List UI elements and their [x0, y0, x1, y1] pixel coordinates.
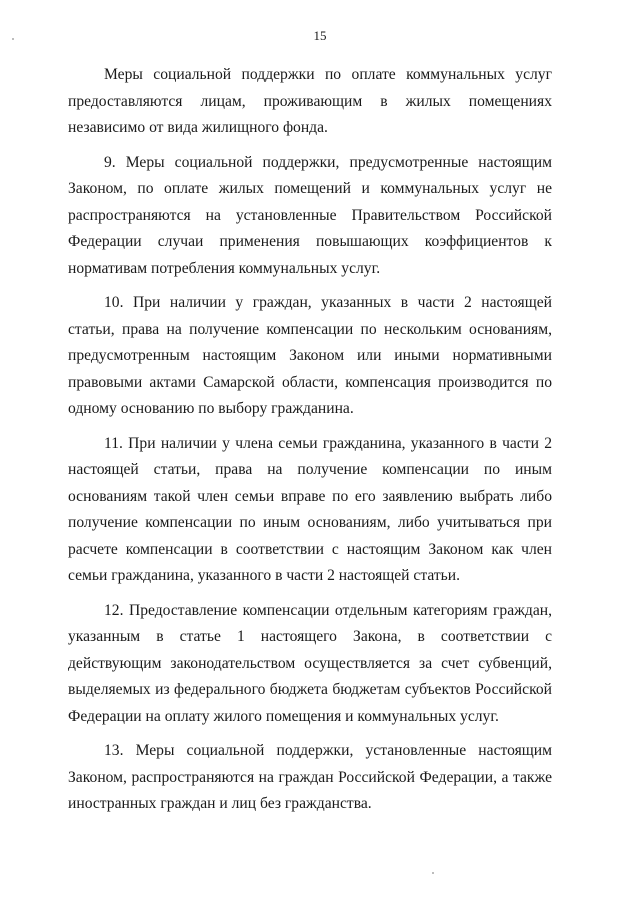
scan-speck	[12, 38, 14, 40]
paragraph-11: 11. При наличии у члена семьи гражданина, указанного в части 2 настоящей статьи, права на получение компенсации по иным основаниям такой член семьи вправе по его заявлению выбрать либо получение компенсации по иным основаниям, либо учитываться при расчете компенсации в соответствии с настоящим Законом как член семьи гражданина, указанного в части 2 настоящей статьи.	[68, 434, 552, 584]
paragraph-10: 10. При наличии у граждан, указанных в части 2 настоящей статьи, права на получение компенсации по нескольким основаниям, предусмотренным настоящим Законом или иными нормативными правовыми актами Самарской области, компенсация производится по одному основанию по выбору гражданина.	[68, 294, 552, 417]
paragraph-9: 9. Меры социальной поддержки, предусмотренные настоящим Законом, по оплате жилых помещений и коммунальных услуг не распространяются на установленные Правительством Российской Федерации случаи применения повышающих коэффициентов к нормативам потребления коммунальных услуг.	[68, 153, 552, 277]
document-body	[68, 62, 552, 826]
page-number: 15	[313, 28, 327, 43]
paragraph-13: 13. Меры социальной поддержки, установленные настоящим Законом, распространяются на граждан Российской Федерации, а также иностранных граждан и лиц без гражданства.	[68, 742, 552, 812]
paragraph-intro: Меры социальной поддержки по оплате коммунальных услуг предоставляются лицам, проживающим в жилых помещениях независимо от вида жилищного фонда.	[68, 66, 552, 136]
paragraph-12: 12. Предоставление компенсации отдельным категориям граждан, указанным в статье 1 настоящего Закона, в соответствии с действующим законодательством осуществляется за счет субвенций, выделяемых из федерального бюджета бюджетам субъектов Российской Федерации на оплату жилого помещения и коммунальных услуг.	[68, 601, 552, 725]
scan-speck	[432, 872, 434, 874]
